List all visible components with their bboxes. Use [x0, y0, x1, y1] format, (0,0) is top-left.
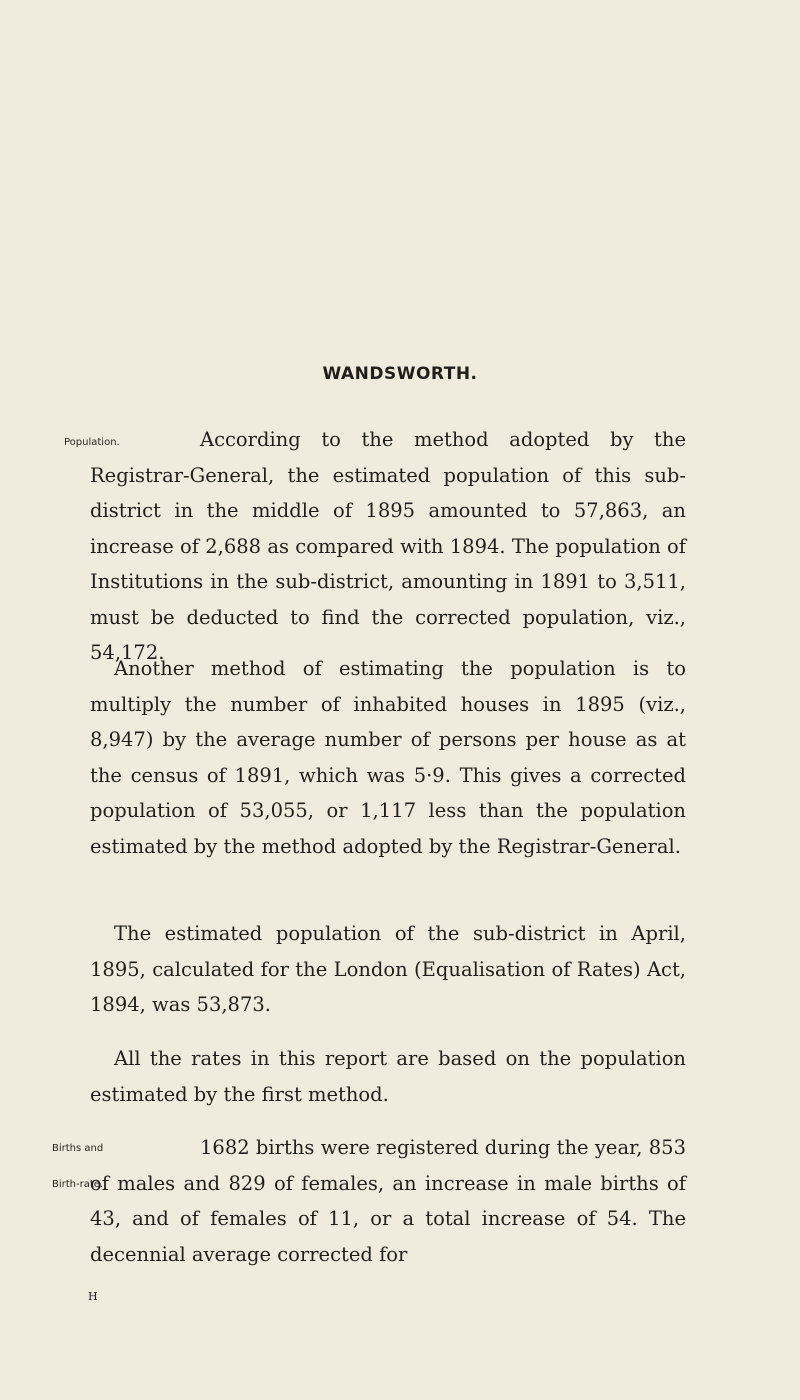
paragraph-population-estimate [90, 422, 686, 671]
paragraph-text: 1682 births were registered during the year, 853 of males and 829 of females, an increase in male births of 43, and of females of 11, or a total increase of 54. The decennial average corrected for [90, 1136, 686, 1266]
margin-note-births: Births and [52, 1143, 104, 1154]
paragraph-equalisation-estimate [90, 916, 686, 1023]
paragraph-text: All the rates in this report are based on the population estimated by the first method. [90, 1047, 686, 1106]
paragraph-rates-basis [90, 1041, 686, 1112]
margin-note-population: Population. [64, 437, 120, 448]
margin-note-birth-rate: Birth-rate. [52, 1179, 104, 1190]
paragraph-births [90, 1130, 686, 1272]
paragraph-houses-method [90, 651, 686, 864]
paragraph-text: According to the method adopted by the Registrar-General, the estimated population of this sub-district in the middle of 1895 amounted to 57,863, an increase of 2,688 as compared with 1894. The population of Institutions in the sub-district, amounting in 1891 to 3,511, must be deducted to find the corrected population, viz., 54,172. [90, 428, 686, 664]
section-heading: WANDSWORTH. [322, 364, 478, 384]
paragraph-text: Another method of estimating the population is to multiply the number of inhabited houses in 1895 (viz., 8,947) by the average number of persons per house as at the census of 1891, which was 5·9. This gives a corrected population of 53,055, or 1,117 less than the population estimated by the method adopted by the Registrar-General. [90, 657, 686, 858]
paragraph-text: The estimated population of the sub-district in April, 1895, calculated for the London (Equalisation of Rates) Act, 1894, was 53,873. [90, 922, 686, 1016]
signature-mark: H [88, 1290, 98, 1303]
